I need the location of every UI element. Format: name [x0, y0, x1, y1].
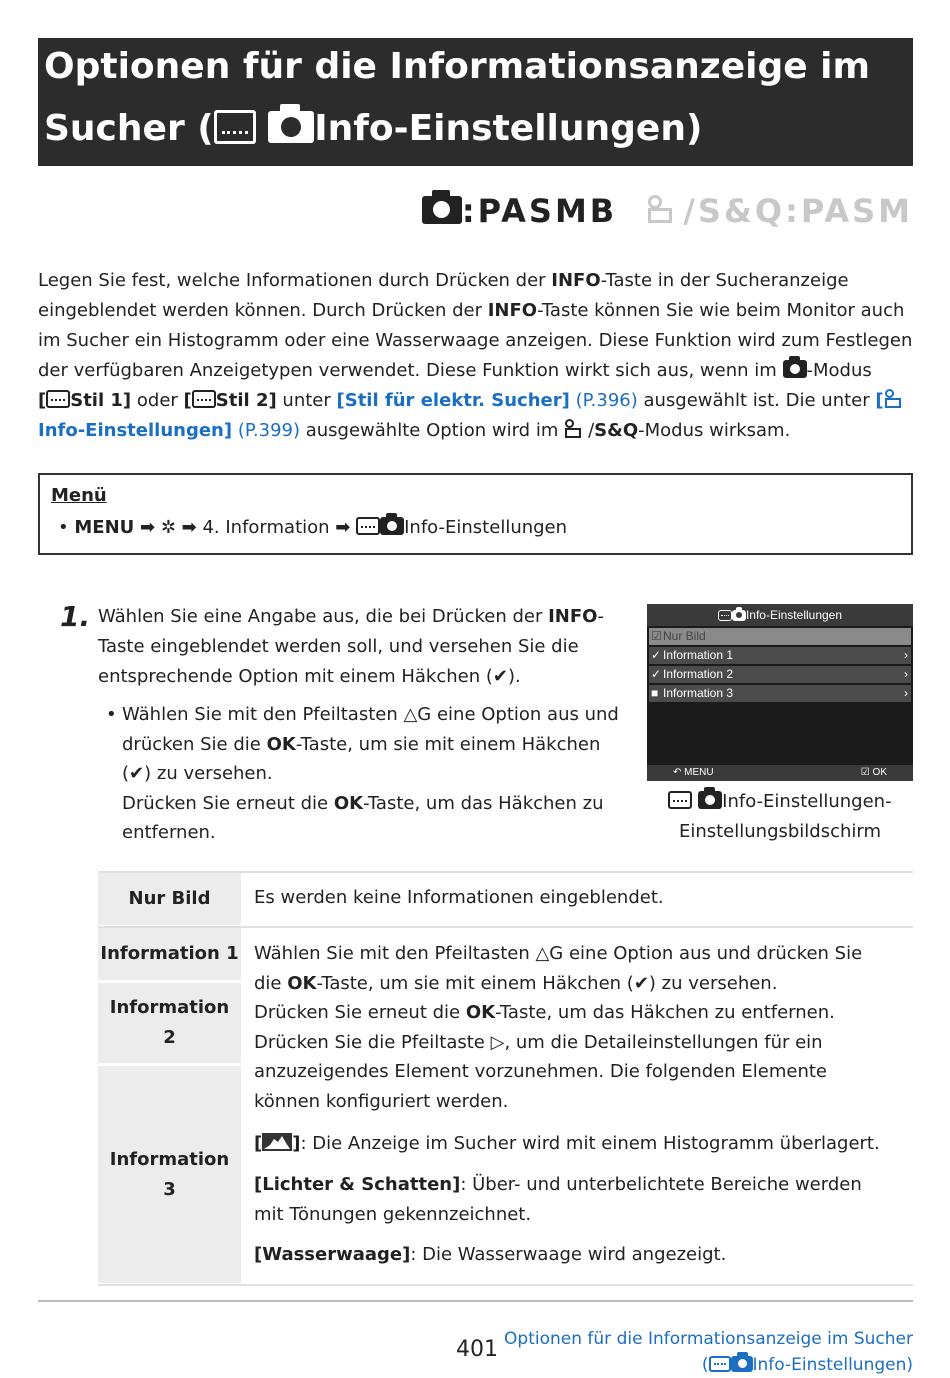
movie-icon	[647, 195, 683, 225]
screen-footer	[647, 765, 913, 781]
menu-title: Menü	[51, 485, 107, 506]
row-label: Information 1	[663, 648, 734, 662]
bracket: [	[254, 1133, 263, 1154]
intro-text: oder	[131, 390, 184, 411]
title-line-1: Optionen für die Informationsanzeige im	[44, 46, 871, 87]
table-head-nur-bild: Nur Bild	[98, 873, 241, 925]
step-text-part: Wählen Sie eine Angabe aus, die bei Drücken der	[98, 606, 549, 627]
arrow-icon: ➡	[181, 517, 197, 538]
camera-icon	[731, 1356, 753, 1372]
intro-paragraph: Legen Sie fest, welche Informationen durch Drücken der INFO-Taste in der Sucheranzeige eingeblendet werden können. Durch Drücken der INFO-Taste können Sie wie beim Monitor auch im Sucher ein Histogramm oder eine Wasserwaage anzeigen. Diese Funktion wird zum Festlegen der verfügbaren Anzeigetypen verwendet. Diese Funktion wirkt sich aus, wenn im -Modus [ Stil 1] oder [ Stil 2] unter [Stil für elektr. Sucher] (P.396) ausgewählt ist. Die unter [Info-Einstellungen] (P.399) ausgewählte Option wird im /S&Q-Modus wirksam.	[38, 270, 913, 441]
screen-title: Info-Einstellungen	[745, 608, 843, 622]
chevron-right-icon: ›	[904, 667, 908, 681]
body-text: Wählen Sie mit den Pfeiltasten	[254, 943, 536, 964]
viewfinder-icon	[709, 1356, 731, 1372]
body-text: eine Option aus und drücken Sie die	[254, 943, 863, 994]
sq-label: S&Q	[697, 192, 786, 230]
head-text: 2	[163, 1027, 176, 1048]
movie-icon	[884, 389, 908, 409]
page-number: 401	[456, 1337, 498, 1362]
caption-line-2: Einstellungsbildschirm	[678, 821, 882, 842]
camera-screen	[647, 604, 913, 781]
histogram-item	[254, 1129, 894, 1159]
intro-text: -Taste in der Sucheranzeige eingeblendet werden können. Durch Drücken der	[38, 270, 849, 321]
chevron-right-icon: ›	[904, 648, 908, 662]
camera-icon	[698, 791, 722, 809]
body-text: : Die Anzeige im Sucher wird mit einem Histogramm überlagert.	[300, 1133, 880, 1154]
table-body-nur-bild: Es werden keine Informationen eingeblendet.	[254, 887, 664, 908]
check-icon: ✔	[492, 666, 508, 687]
row-label: Nur Bild	[663, 629, 706, 643]
video-modes	[647, 192, 913, 230]
sub-text: eine Option aus und drücken Sie die	[122, 704, 619, 755]
chevron-right-icon: ›	[904, 686, 908, 700]
sq-label: S&Q	[594, 420, 639, 441]
body-text: , um die Detaileinstellungen für ein anzuzeigendes Element vorzunehmen. Die folgenden Elemente können konfiguriert werden.	[254, 1031, 827, 1112]
link-bracket: [	[875, 390, 884, 411]
viewfinder-icon	[214, 110, 256, 144]
screen-row-nur-bild[interactable]	[649, 628, 911, 645]
body-text: -Taste, um sie mit einem Häkchen (	[316, 972, 634, 994]
intro-text: -Modus	[806, 360, 872, 381]
body-text: -Taste, um das Häkchen zu entfernen.	[495, 1002, 835, 1023]
gear-icon: ✲	[160, 517, 176, 538]
intro-text: unter	[276, 390, 337, 411]
link-label: Info-Einstellungen]	[38, 420, 233, 441]
step-bullet	[106, 700, 626, 848]
viewfinder-icon	[46, 390, 70, 408]
viewfinder-icon	[668, 791, 692, 809]
table-head-information-2	[98, 983, 241, 1063]
intro-text: ausgewählt ist. Die unter	[637, 390, 876, 411]
item-label: [Wasserwaage]	[254, 1244, 411, 1265]
mode-sep: /	[683, 192, 698, 230]
checkbox-icon: ■	[651, 686, 659, 700]
body-text: Drücken Sie erneut die	[254, 1002, 466, 1023]
table-head-information-3	[98, 1066, 241, 1283]
ok-key: OK	[465, 1002, 496, 1023]
lichter-schatten-item	[254, 1170, 894, 1229]
sub-text: -Taste, um das Häkchen zu entfernen.	[122, 792, 604, 843]
mode-indicator	[422, 192, 913, 234]
info-key: INFO	[548, 606, 598, 627]
intro-text: /	[588, 420, 595, 441]
caption-line-1: Info-Einstellungen-	[722, 791, 892, 812]
intro-text: ausgewählte Option wird im	[300, 420, 565, 441]
screen-header	[647, 604, 913, 626]
footer-line-1: Optionen für die Informationsanzeige im Sucher	[504, 1329, 913, 1349]
head-text: Information	[109, 997, 230, 1018]
step-text-part: -Taste eingeblendet werden soll, und versehen Sie die entsprechende Option mit einem Häkchen (	[98, 606, 604, 687]
intro-text: Legen Sie fest, welche Informationen durch Drücken der	[38, 270, 552, 291]
check-icon: ✔	[129, 763, 145, 784]
row-label: Information 2	[663, 667, 734, 681]
head-text: 3	[163, 1178, 176, 1200]
ok-hint: ☑ OK	[860, 767, 887, 778]
stil-link[interactable]: [Stil für elektr. Sucher]	[336, 390, 570, 411]
bullet: •	[58, 517, 69, 538]
body-text: : Über- und unterbelichtete Bereiche werden mit Tönungen gekennzeichnet.	[254, 1174, 862, 1225]
arrow-keys-icon: △G	[535, 943, 564, 964]
footer-line-2: Info-Einstellungen)	[752, 1355, 913, 1375]
step-number: 1.	[60, 600, 91, 633]
page-ref-396[interactable]: (P.396)	[575, 390, 638, 411]
sub-text: -Taste, um sie mit einem Häkchen (	[122, 733, 601, 784]
bracket: ]	[292, 1133, 301, 1154]
table-bottom-rule	[98, 1284, 913, 1286]
bullet: •	[106, 704, 117, 725]
head-text: Information	[109, 1148, 230, 1170]
footer-section-link[interactable]	[504, 1326, 913, 1378]
arrow-right-icon: ▷	[490, 1031, 505, 1053]
sub-text: Drücken Sie erneut die	[122, 792, 334, 814]
step-text	[98, 602, 638, 692]
screen-row-information-1[interactable]	[649, 647, 911, 664]
ok-key: OK	[287, 972, 317, 994]
viewfinder-icon	[718, 610, 732, 621]
footer-paren: (	[701, 1355, 709, 1375]
back-menu-hint: ↶ MENU	[673, 767, 714, 778]
camera-icon	[422, 196, 462, 224]
page-ref-399[interactable]: (P.399)	[237, 420, 301, 441]
body-text: ) zu versehen.	[648, 972, 778, 994]
title-prefix: Sucher (	[44, 108, 214, 149]
body-text: : Die Wasserwaage wird angezeigt.	[410, 1244, 727, 1265]
sub-text: Wählen Sie mit den Pfeiltasten	[122, 704, 404, 725]
video-mode-letters: :PASM	[785, 192, 913, 230]
intro-text: -Taste können Sie wie beim Monitor auch im Sucher ein Histogramm oder eine Wasserwaage anzeigen. Diese Funktion wird zum Festlegen der verfügbaren Anzeigetypen verwendet. Diese Funktion wirkt sich aus, wenn im	[38, 300, 913, 381]
title-suffix: Info-Einstellungen)	[314, 108, 703, 149]
page-title	[38, 38, 913, 166]
viewfinder-icon	[356, 517, 380, 535]
arrow-keys-icon: △G	[403, 704, 432, 725]
menu-target: Info-Einstellungen	[404, 517, 568, 538]
menu-path	[58, 517, 567, 538]
item-label: [Lichter & Schatten]	[254, 1174, 461, 1195]
ok-key: OK	[266, 733, 296, 755]
histogram-icon	[262, 1133, 292, 1151]
camera-icon	[268, 111, 314, 143]
intro-text: -Modus wirksam.	[638, 420, 791, 441]
sub-text: ) zu versehen.	[144, 763, 273, 784]
arrow-icon: ➡	[335, 517, 351, 538]
row-label: Information 3	[663, 686, 734, 700]
footer-rule	[38, 1300, 913, 1302]
info-key: INFO	[487, 300, 538, 321]
body-text: Drücken Sie die Pfeiltaste	[254, 1031, 491, 1053]
screen-row-information-2[interactable]	[649, 666, 911, 683]
stil2-label: Stil 2]	[215, 390, 277, 411]
table-head-information-1: Information 1	[98, 928, 241, 980]
screen-caption	[647, 787, 913, 847]
movie-icon	[564, 419, 588, 439]
camera-icon	[783, 360, 807, 378]
menu-path-box	[38, 473, 913, 555]
menu-step: 4. Information	[202, 517, 330, 538]
check-icon: ✔	[633, 972, 649, 994]
checkbox-icon: ✓	[651, 667, 662, 681]
stil1-label: Stil 1]	[70, 390, 132, 411]
screen-row-information-3[interactable]	[649, 685, 911, 702]
photo-modes: :PASMB	[461, 192, 618, 230]
title-line-2	[44, 108, 702, 149]
step-text-part: ).	[507, 666, 521, 687]
wasserwaage-item	[254, 1240, 894, 1270]
checkbox-icon: ☑	[651, 629, 662, 643]
table-body-information	[254, 939, 894, 1116]
viewfinder-icon	[192, 390, 216, 408]
ok-key: OK	[333, 792, 364, 814]
info-key: INFO	[551, 270, 601, 291]
menu-word: MENU	[74, 517, 135, 538]
arrow-icon: ➡	[139, 517, 156, 538]
step-bullet-text	[122, 700, 626, 848]
checkbox-icon: ✓	[651, 648, 662, 662]
camera-icon	[732, 610, 746, 621]
camera-icon	[380, 517, 404, 535]
